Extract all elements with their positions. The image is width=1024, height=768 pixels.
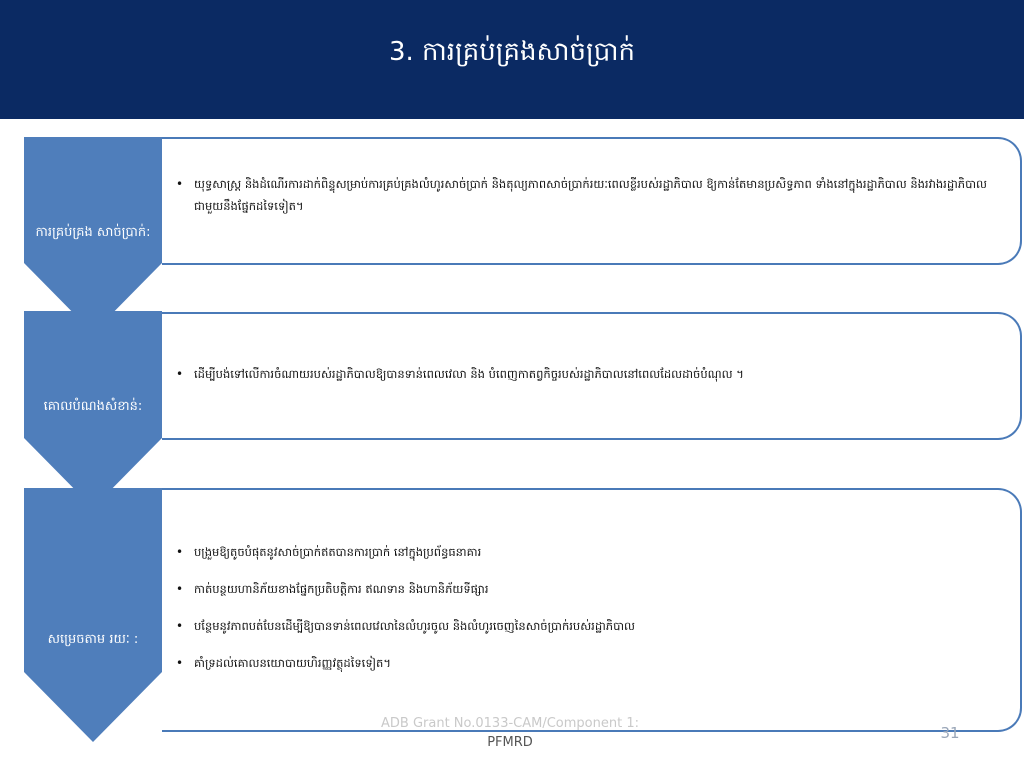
page-number: 31 <box>940 724 960 742</box>
chevron-shape-3 <box>24 488 162 742</box>
bullet-item: • គាំទ្រដល់គោលនយោបាយហិរញ្ញវត្ថុដទៃទៀត។ <box>174 652 1004 674</box>
slide-title: 3. ការគ្រប់គ្រងសាច់ប្រាក់ <box>388 37 636 67</box>
chevron-arrows <box>0 0 170 768</box>
content-box-cash-management <box>162 137 1022 265</box>
bullet-item: • បង្រួមឱ្យតូចបំផុតនូវសាច់ប្រាក់ឥតបានការប្រាក់ នៅក្នុងប្រព័ន្ធធនាគារ <box>174 541 1004 563</box>
bullet-list <box>162 541 1020 674</box>
footer-line-2: PFMRD <box>487 735 533 750</box>
chevron-label-main-objective: គោលបំណងសំខាន់: <box>43 399 143 414</box>
footer-text <box>340 714 680 752</box>
bullet-item: • បន្ថែមនូវភាពបត់បែនដើម្បីឱ្យបានទាន់ពេលវេលានៃលំហូរចូល និងលំហូរចេញនៃសាច់ប្រាក់របស់រដ្ឋាភិបាល <box>174 615 1004 637</box>
chevron-label-achieved-through: សម្រេចតាម រយៈ : <box>47 632 139 647</box>
content-box-achieved-through <box>162 488 1022 732</box>
footer-line-1: ADB Grant No.0133-CAM/Component 1: <box>381 716 639 731</box>
bullet-item: • កាត់បន្ថយហានិភ័យខាងផ្នែកប្រតិបត្តិការ ឥណទាន និងហានិភ័យទីផ្សារ <box>174 578 1004 600</box>
bullet-item: • យុទ្ធសាស្ត្រ និងដំណើរការដាក់ពិន្ទុសម្រាប់ការគ្រប់គ្រងលំហូរសាច់ប្រាក់ និងតុល្យភាពសាច់ប្រាក់រយៈពេលខ្លីរបស់រដ្ឋាភិបាល ឱ្យកាន់តែមានប្រសិទ្ធភាព ទាំងនៅក្នុងរដ្ឋាភិបាល និងរវាងរដ្ឋាភិបាលជាមួយនឹងផ្នែកដទៃទៀត។ <box>174 173 1004 217</box>
chevron-label-cash-management: ការគ្រប់គ្រង សាច់ប្រាក់: <box>35 225 151 240</box>
content-box-main-objective <box>162 312 1022 440</box>
bullet-list <box>162 363 1020 385</box>
bullet-item: • ដើម្បីបង់ទៅលើការចំណាយរបស់រដ្ឋាភិបាលឱ្យបានទាន់ពេលវេលា និង បំពេញកាតព្វកិច្ចរបស់រដ្ឋាភិបាលនៅពេលដែលដាច់បំណុល ។ <box>174 363 1004 385</box>
bullet-list <box>162 173 1020 217</box>
